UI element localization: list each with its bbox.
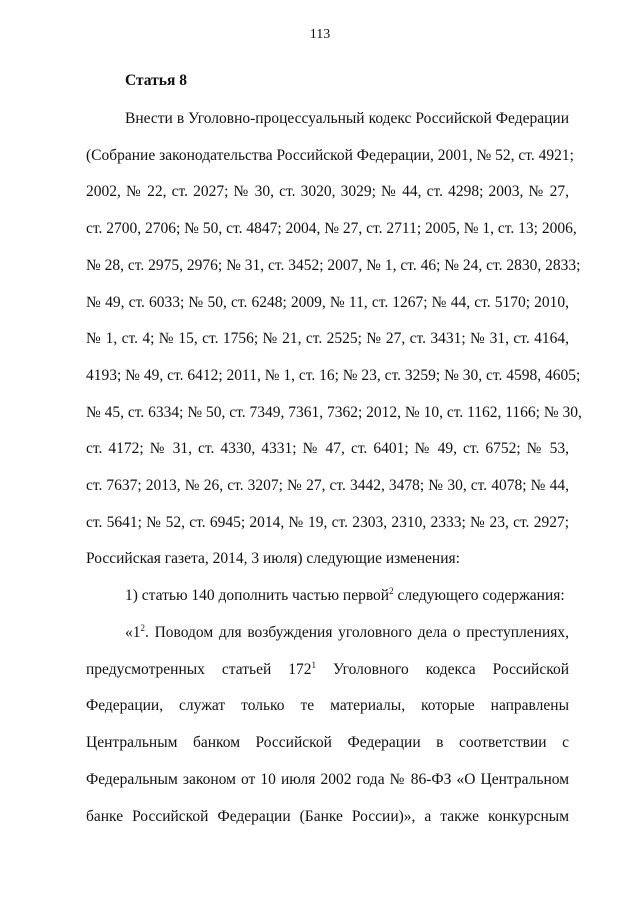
quote-text: «1 (125, 624, 141, 641)
text-line: Внести в Уголовно-процессуальный кодекс Российской Федерации (125, 110, 569, 127)
superscript: 1 (311, 659, 317, 670)
text-line: ст. 4172; № 31, ст. 4330, 4331; № 47, ст. 6401; № 49, ст. 6752; № 53, (86, 440, 569, 458)
text-line: ст. 2700, 2706; № 50, ст. 4847; 2004, № 27, ст. 2711; 2005, № 1, ст. 13; 2006, (86, 220, 577, 238)
item-1-paragraph (86, 578, 569, 615)
item-1-text: следующего содержания: (393, 587, 565, 604)
text-line (86, 615, 569, 652)
text-line: № 28, ст. 2975, 2976; № 31, ст. 3452; 2007, № 1, ст. 46; № 24, ст. 2830, 2833; (86, 256, 581, 274)
text-line: № 49, ст. 6033; № 50, ст. 6248; 2009, № 11, ст. 1267; № 44, ст. 5170; 2010, (86, 293, 569, 311)
text-line: (Собрание законодательства Российской Федерации, 2001, № 52, ст. 4921; (86, 146, 574, 164)
quote-paragraph (86, 615, 569, 835)
text-line: Федеральным законом от 10 июля 2002 года № 86-ФЗ «О Центральном (86, 770, 569, 788)
text-line (86, 578, 569, 615)
intro-paragraph (86, 101, 582, 578)
text-line: 2002, № 22, ст. 2027; № 30, ст. 3020, 3029; № 44, ст. 4298; 2003, № 27, (86, 183, 569, 201)
text-line: ст. 7637; 2013, № 26, ст. 3207; № 27, ст. 3442, 3478; № 30, ст. 4078; № 44, (86, 477, 569, 495)
page-number: 113 (309, 27, 331, 42)
text-line: № 45, ст. 6334; № 50, ст. 7349, 7361, 7362; 2012, № 10, ст. 1162, 1166; № 30, (86, 403, 582, 421)
quote-text: Уголовного кодекса Российской (316, 660, 569, 678)
text-line: 4193; № 49, ст. 6412; 2011, № 1, ст. 16; № 23, ст. 3259; № 30, ст. 4598, 4605; (86, 366, 581, 384)
text-line (86, 652, 569, 689)
item-1-text: 1) статью 140 дополнить частью первой (125, 587, 390, 604)
superscript: 2 (389, 585, 394, 596)
quote-text: предусмотренных статьей 172 (86, 660, 312, 678)
article-title: Статья 8 (125, 72, 187, 89)
text-line: № 1, ст. 4; № 15, ст. 1756; № 21, ст. 2525; № 27, ст. 3431; № 31, ст. 4164, (86, 330, 569, 348)
quote-text: . Поводом для возбуждения уголовного дела о преступлениях, (145, 624, 569, 641)
text-line: Федерации, служат только те материалы, которые направлены (86, 697, 569, 715)
text-line: Центральным банком Российской Федерации в соответствии с (86, 734, 569, 752)
text-line: Российская газета, 2014, 3 июля) следующие изменения: (86, 550, 460, 568)
text-line: ст. 5641; № 52, ст. 6945; 2014, № 19, ст. 2303, 2310, 2333; № 23, ст. 2927; (86, 513, 569, 531)
superscript: 2 (140, 622, 145, 633)
text-line: банке Российской Федерации (Банке России)», а также конкурсным (86, 807, 569, 825)
